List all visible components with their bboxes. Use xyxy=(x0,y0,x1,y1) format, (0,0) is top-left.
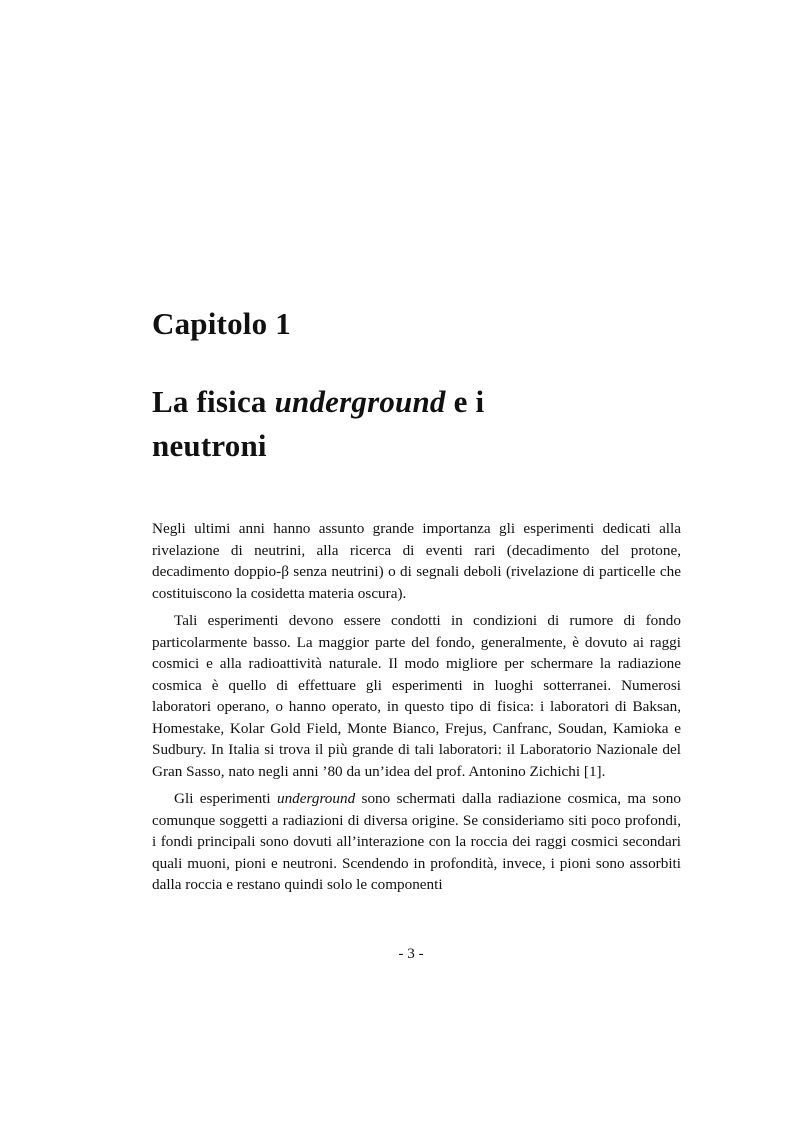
paragraph-3-italic: underground xyxy=(276,790,356,807)
body-text xyxy=(152,518,681,902)
chapter-title-line-1 xyxy=(152,380,712,424)
page-number: - 3 - xyxy=(398,945,424,962)
chapter-title-line-2: neutroni xyxy=(152,428,267,463)
chapter-label: Capitolo 1 xyxy=(152,306,291,341)
chapter-title-text: La fisica xyxy=(152,384,275,419)
chapter-title-italic: underground xyxy=(274,384,446,419)
paragraph-3-start: Gli esperimenti xyxy=(174,790,277,807)
paragraph-2: Tali esperimenti devono essere condotti in condizioni di rumore di fondo particolarmente basso. La maggior parte del fondo, generalmente, è dovuto ai raggi cosmici e alla radioattività naturale. Il modo migliore per schermare la radiazione cosmica è quello di effettuare gli esperimenti in luoghi sotterranei. Numerosi laboratori operano, o hanno operato, in questo tipo di fisica: i laboratori di Baksan, Homestake, Kolar Gold Field, Monte Bianco, Frejus, Canfranc, Soudan, Kamioka e Sudbury. In Italia si trova il più grande di tali laboratori: il Laboratorio Nazionale del Gran Sasso, nato negli anni ’80 da un’idea del prof. Antonino Zichichi [1]. xyxy=(152,612,681,780)
chapter-title xyxy=(152,380,712,468)
paragraph-3-rest: sono schermati dalla radiazione cosmica, ma sono comunque soggetti a radiazioni di diversa origine. Se consideriamo siti poco profondi, i fondi principali sono dovuti all’interazione con la roccia dei raggi cosmici secondari quali muoni, pioni e neutroni. Scendendo in profondità, invece, i pioni sono assorbiti dalla roccia e restano quindi solo le componenti xyxy=(152,790,681,893)
paragraph-3 xyxy=(152,788,681,896)
paragraph-1: Negli ultimi anni hanno assunto grande importanza gli esperimenti dedicati alla rivelazione di neutrini, alla ricerca di eventi rari (decadimento del protone, decadimento doppio-β senza neutrini) o di segnali deboli (rivelazione di particelle che costituiscono la cosidetta materia oscura). xyxy=(152,520,681,602)
chapter-title-text-end: e i xyxy=(445,384,485,419)
